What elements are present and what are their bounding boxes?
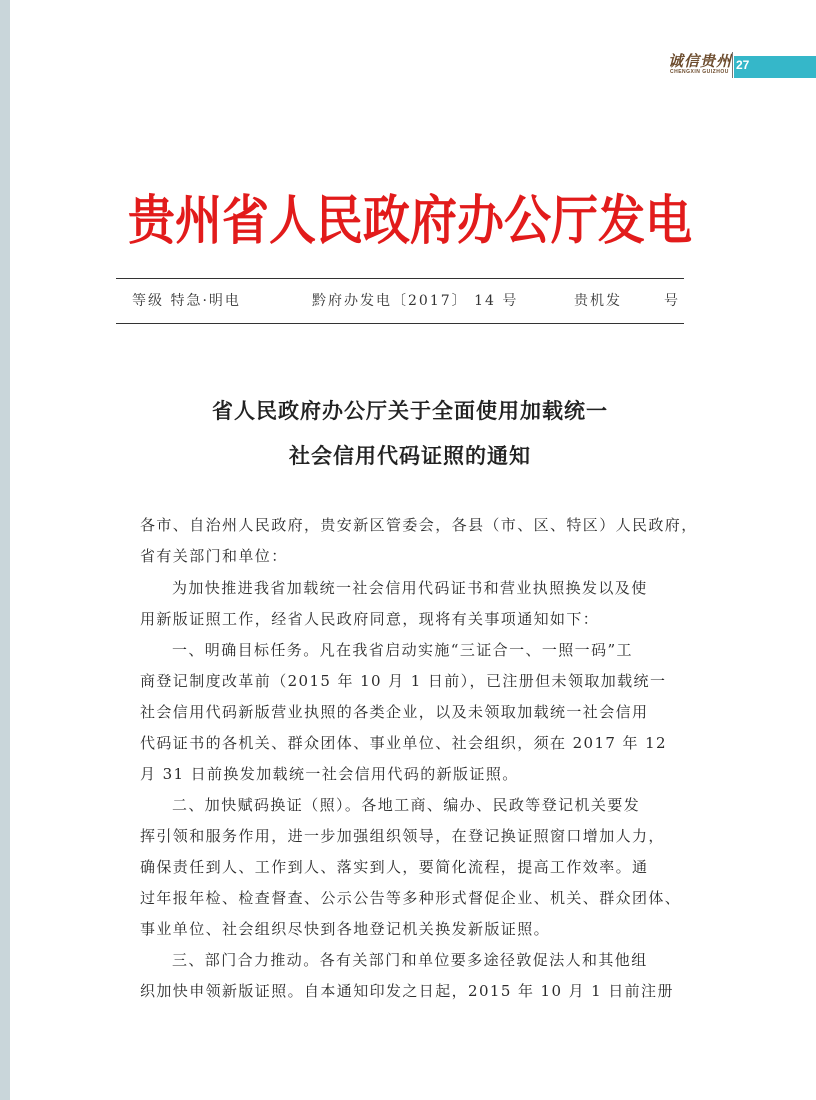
document-meta-row [132,290,682,312]
publication-logo [668,50,733,78]
page-edge-bar [0,0,10,1100]
body-line: 织加快申领新版证照。自本通知印发之日起，2015 年 10 月 1 日前注册 [140,982,674,1000]
header-rule-bottom [116,323,684,324]
body-line: 用新版证照工作，经省人民政府同意，现将有关事项通知如下： [140,610,600,628]
notice-title-line-2: 社会信用代码证照的通知 [289,443,531,468]
body-line: 一、明确目标任务。凡在我省启动实施“三证合一、一照一码”工 [172,641,633,659]
notice-title-line-1: 省人民政府办公厅关于全面使用加载统一 [212,398,608,423]
body-line: 挥引领和服务作用，进一步加强组织领导，在登记换证照窗口增加人力， [140,827,665,845]
document-number: 黔府办发电〔2017〕 14 号 [312,293,519,309]
body-line: 各市、自治州人民政府，贵安新区管委会，各县（市、区、特区）人民政府， [140,516,698,534]
document-title: 贵州省人民政府办公厅发电 [128,190,692,252]
urgency-level: 等级 特急·明电 [132,293,241,309]
body-line: 事业单位、社会组织尽快到各地登记机关换发新版证照。 [140,920,551,938]
body-line: 商登记制度改革前（2015 年 10 月 1 日前），已注册但未领取加载统一 [140,672,667,690]
header-divider [732,52,733,78]
body-line: 社会信用代码新版营业执照的各类企业，以及未领取加载统一社会信用 [140,703,649,721]
body-line: 月 31 日前换发加载统一社会信用代码的新版证照。 [140,765,519,783]
body-line: 确保责任到人、工作到人、落实到人，要简化流程，提高工作效率。通 [140,858,649,876]
body-line: 二、加快赋码换证（照）。各地工商、编办、民政等登记机关要发 [172,796,641,814]
issuing-office-suffix: 号 [664,293,680,309]
issuing-office: 贵机发 [574,293,622,309]
logo-pinyin-text: CHENGXIN GUIZHOU [670,69,729,75]
body-line: 省有关部门和单位： [140,547,288,565]
logo-script-text: 诚信贵州 [668,52,733,70]
body-line: 三、部门合力推动。各有关部门和单位要多途径敦促法人和其他组 [172,951,648,969]
page-number-tab [734,56,816,78]
body-line: 为加快推进我省加载统一社会信用代码证书和营业执照换发以及使 [172,579,648,597]
body-line: 过年报年检、检查督查、公示公告等多种形式督促企业、机关、群众团体、 [140,889,682,907]
body-line: 代码证书的各机关、群众团体、事业单位、社会组织，须在 2017 年 12 [140,734,667,752]
header-rule-top [116,278,684,279]
page-number: 27 [736,58,750,72]
